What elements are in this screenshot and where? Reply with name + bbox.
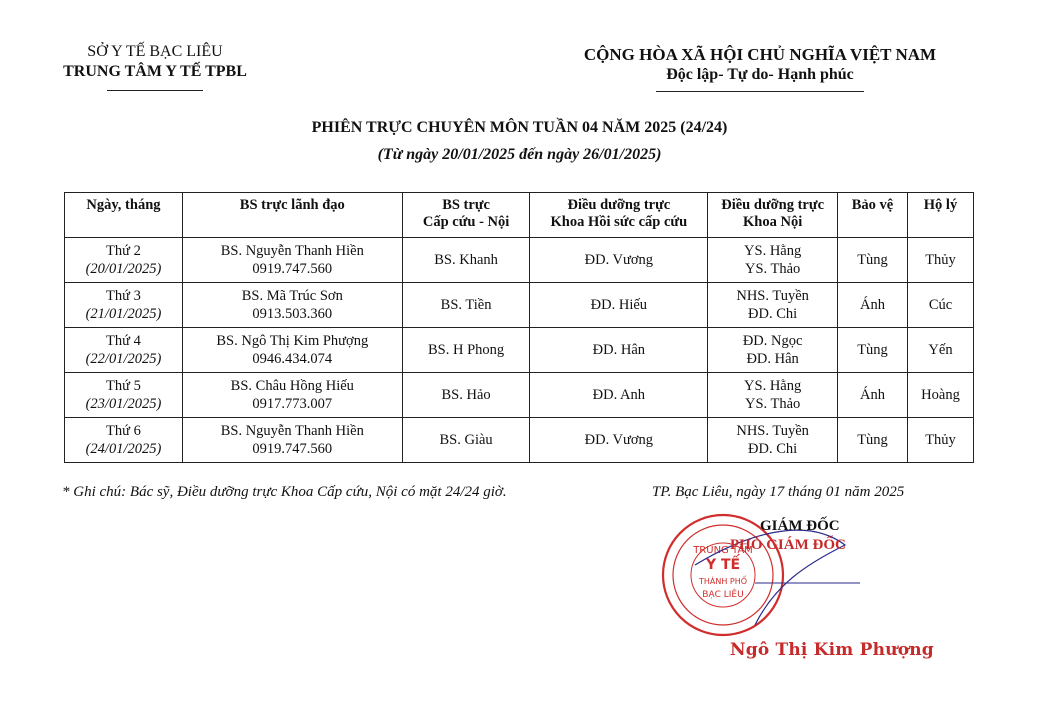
col-header-lead-doctor: BS trực lãnh đạo: [182, 193, 402, 238]
guard-cell: Tùng: [838, 328, 908, 373]
document-subtitle: (Từ ngày 20/01/2025 đến ngày 26/01/2025): [377, 146, 662, 163]
lead-doctor-cell: BS. Châu Hồng Hiếu 0917.773.007: [182, 373, 402, 418]
lead-doctor-cell: BS. Nguyễn Thanh Hiền 0919.747.560: [182, 238, 402, 283]
day-cell: Thứ 2 (20/01/2025): [65, 238, 183, 283]
day-cell: Thứ 4 (22/01/2025): [65, 328, 183, 373]
footnote: * Ghi chú: Bác sỹ, Điều dưỡng trực Khoa Cấp cứu, Nội có mặt 24/24 giờ.: [62, 484, 507, 500]
guard-cell: Tùng: [838, 418, 908, 463]
internal-nurse-cell: ĐD. Ngọc ĐD. Hân: [708, 328, 838, 373]
orderly-cell: Thủy: [907, 238, 973, 283]
issuer-block: [40, 42, 270, 91]
signer-deputy-title: PHÓ GIÁM ĐỐC: [730, 537, 846, 553]
signer-name: Ngô Thị Kim Phượng: [730, 640, 934, 660]
day-cell: Thứ 5 (23/01/2025): [65, 373, 183, 418]
icu-nurse-cell: ĐD. Anh: [530, 373, 708, 418]
er-doctor-cell: BS. H Phong: [402, 328, 530, 373]
signer-title: GIÁM ĐỐC: [760, 518, 840, 534]
svg-text:THÀNH PHỐ: THÀNH PHỐ: [698, 577, 748, 586]
icu-nurse-cell: ĐD. Hân: [530, 328, 708, 373]
issuer-underline: [107, 90, 203, 91]
svg-text:BẠC LIÊU: BẠC LIÊU: [702, 590, 744, 600]
motto: Độc lập- Tự do- Hạnh phúc: [666, 66, 854, 83]
table-header-row: [65, 193, 974, 238]
col-header-guard: Bảo vệ: [838, 193, 908, 238]
national-motto-block: [560, 44, 960, 92]
orderly-cell: Thủy: [907, 418, 973, 463]
col-header-internal-nurse: Điều dưỡng trực Khoa Nội: [708, 193, 838, 238]
icu-nurse-cell: ĐD. Hiếu: [530, 283, 708, 328]
table-row: [65, 238, 974, 283]
orderly-cell: Hoàng: [907, 373, 973, 418]
internal-nurse-cell: YS. Hằng YS. Thảo: [708, 238, 838, 283]
er-doctor-cell: BS. Giàu: [402, 418, 530, 463]
er-doctor-cell: BS. Khanh: [402, 238, 530, 283]
country-name: CỘNG HÒA XÃ HỘI CHỦ NGHĨA VIỆT NAM: [583, 45, 937, 64]
internal-nurse-cell: NHS. Tuyền ĐD. Chi: [708, 418, 838, 463]
svg-text:TRUNG TÂM: TRUNG TÂM: [693, 545, 753, 556]
orderly-cell: Yến: [907, 328, 973, 373]
internal-nurse-cell: NHS. Tuyền ĐD. Chi: [708, 283, 838, 328]
table-row: [65, 418, 974, 463]
guard-cell: Tùng: [838, 238, 908, 283]
lead-doctor-cell: BS. Nguyễn Thanh Hiền 0919.747.560: [182, 418, 402, 463]
table-row: [65, 328, 974, 373]
er-doctor-cell: BS. Hảo: [402, 373, 530, 418]
place-and-date: TP. Bạc Liêu, ngày 17 tháng 01 năm 2025: [652, 484, 905, 500]
lead-doctor-cell: BS. Mã Trúc Sơn 0913.503.360: [182, 283, 402, 328]
lead-doctor-cell: BS. Ngô Thị Kim Phượng 0946.434.074: [182, 328, 402, 373]
duty-schedule-table: [64, 192, 974, 463]
internal-nurse-cell: YS. Hằng YS. Thảo: [708, 373, 838, 418]
guard-cell: Ánh: [838, 373, 908, 418]
col-header-er-doctor: BS trực Cấp cứu - Nội: [402, 193, 530, 238]
document-title: PHIÊN TRỰC CHUYÊN MÔN TUẦN 04 NĂM 2025 (24/24): [311, 119, 728, 136]
svg-text:Y TẾ: Y TẾ: [705, 557, 741, 573]
icu-nurse-cell: ĐD. Vương: [530, 418, 708, 463]
col-header-orderly: Hộ lý: [907, 193, 973, 238]
center-name: TRUNG TÂM Y TẾ TPBL: [63, 63, 247, 80]
day-cell: Thứ 6 (24/01/2025): [65, 418, 183, 463]
col-header-icu-nurse: Điều dưỡng trực Khoa Hồi sức cấp cứu: [530, 193, 708, 238]
day-cell: Thứ 3 (21/01/2025): [65, 283, 183, 328]
orderly-cell: Cúc: [907, 283, 973, 328]
icu-nurse-cell: ĐD. Vương: [530, 238, 708, 283]
table-row: [65, 373, 974, 418]
guard-cell: Ánh: [838, 283, 908, 328]
motto-underline: [656, 91, 864, 92]
table-row: [65, 283, 974, 328]
col-header-date: Ngày, tháng: [65, 193, 183, 238]
er-doctor-cell: BS. Tiền: [402, 283, 530, 328]
department-name: SỞ Y TẾ BẠC LIÊU: [87, 43, 223, 60]
